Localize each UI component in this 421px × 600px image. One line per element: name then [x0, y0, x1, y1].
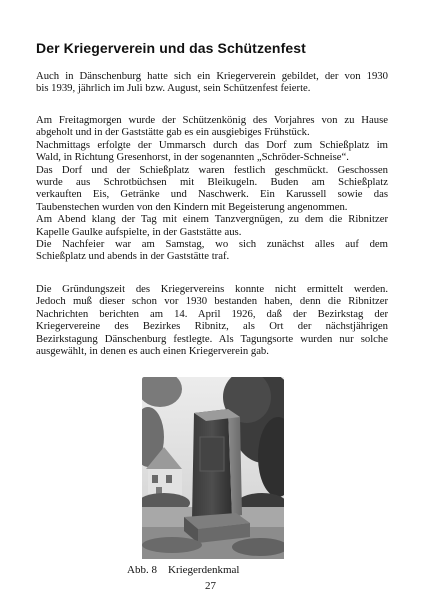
text-line: Bezirkstagung Dänschenburg festlegte. Als Tagungsorte wurden nur solche: [36, 332, 388, 345]
text-line: Taubenstechen wurden von den Kindern mit Begeisterung angenommen.: [36, 200, 348, 213]
page-number: 27: [205, 580, 216, 592]
text-line: Jedoch muß dieser schon vor 1930 bestanden haben, denn die Ribnitzer: [36, 295, 388, 308]
text-line: Die Gründungszeit des Kriegervereins konnte nicht ermittelt werden.: [36, 283, 388, 295]
text-line: Auch in Dänschenburg hatte sich ein Kriegerverein gebildet, der von 1930: [36, 70, 388, 82]
text-line: Am Freitagmorgen wurde der Schützenkönig des Vorjahres von zu Hause: [36, 114, 388, 126]
text-line: Das Dorf und der Schießplatz waren festlich geschmückt. Geschossen: [36, 163, 388, 176]
war-memorial-photo: [142, 377, 284, 559]
text-line: Schießplatz und abends in der Gaststätte traf.: [36, 250, 230, 263]
text-line: abgeholt und in der Gaststätte gab es ein ausgiebiges Frühstück.: [36, 126, 310, 139]
text-line: Kapelle Gaulke aufspielte, in der Gaststätte aus.: [36, 225, 242, 238]
figure-title: Kriegerdenkmal: [168, 564, 240, 576]
section-heading: Der Kriegerverein und das Schützenfest: [36, 40, 306, 56]
text-line: Wald, in Richtung Gresenhorst, in der sogenannten „Schröder-Schneise“.: [36, 151, 349, 164]
text-line: verkauften Eis, Getränke und Naschwerk. Ein Karussell sowie das: [36, 188, 388, 201]
text-line: Die Nachfeier war am Samstag, wo sich zunächst alles auf dem: [36, 238, 388, 251]
text-line: wurde aus Schrotbüchsen mit Bleikugeln. Buden am Schießplatz: [36, 176, 388, 189]
text-line: Am Abend klang der Tag mit einem Tanzvergnügen, zu dem die Ribnitzer: [36, 213, 388, 226]
text-line: ausgewählt, in denen es auch einen Kriegerverein gab.: [36, 345, 269, 358]
war-memorial-image: [142, 377, 284, 559]
paragraph-founding: [36, 283, 388, 357]
paragraph-schuetzenfest-intro: [36, 70, 388, 95]
figure-label: Abb. 8: [127, 564, 157, 576]
text-line: Nachmittags erfolgte der Ummarsch durch das Dorf zum Schießplatz im: [36, 138, 388, 151]
text-line: Kriegervereine des Bezirkes Ribnitz, als Ort der nächstjährigen: [36, 320, 388, 333]
text-line: bis 1939, jährlich im Juli bzw. August, sein Schützenfest feierte.: [36, 82, 311, 95]
paragraph-festival-program: [36, 114, 388, 263]
text-line: Nachrichten berichten am 14. April 1926, daß der Bezirkstag der: [36, 307, 388, 320]
